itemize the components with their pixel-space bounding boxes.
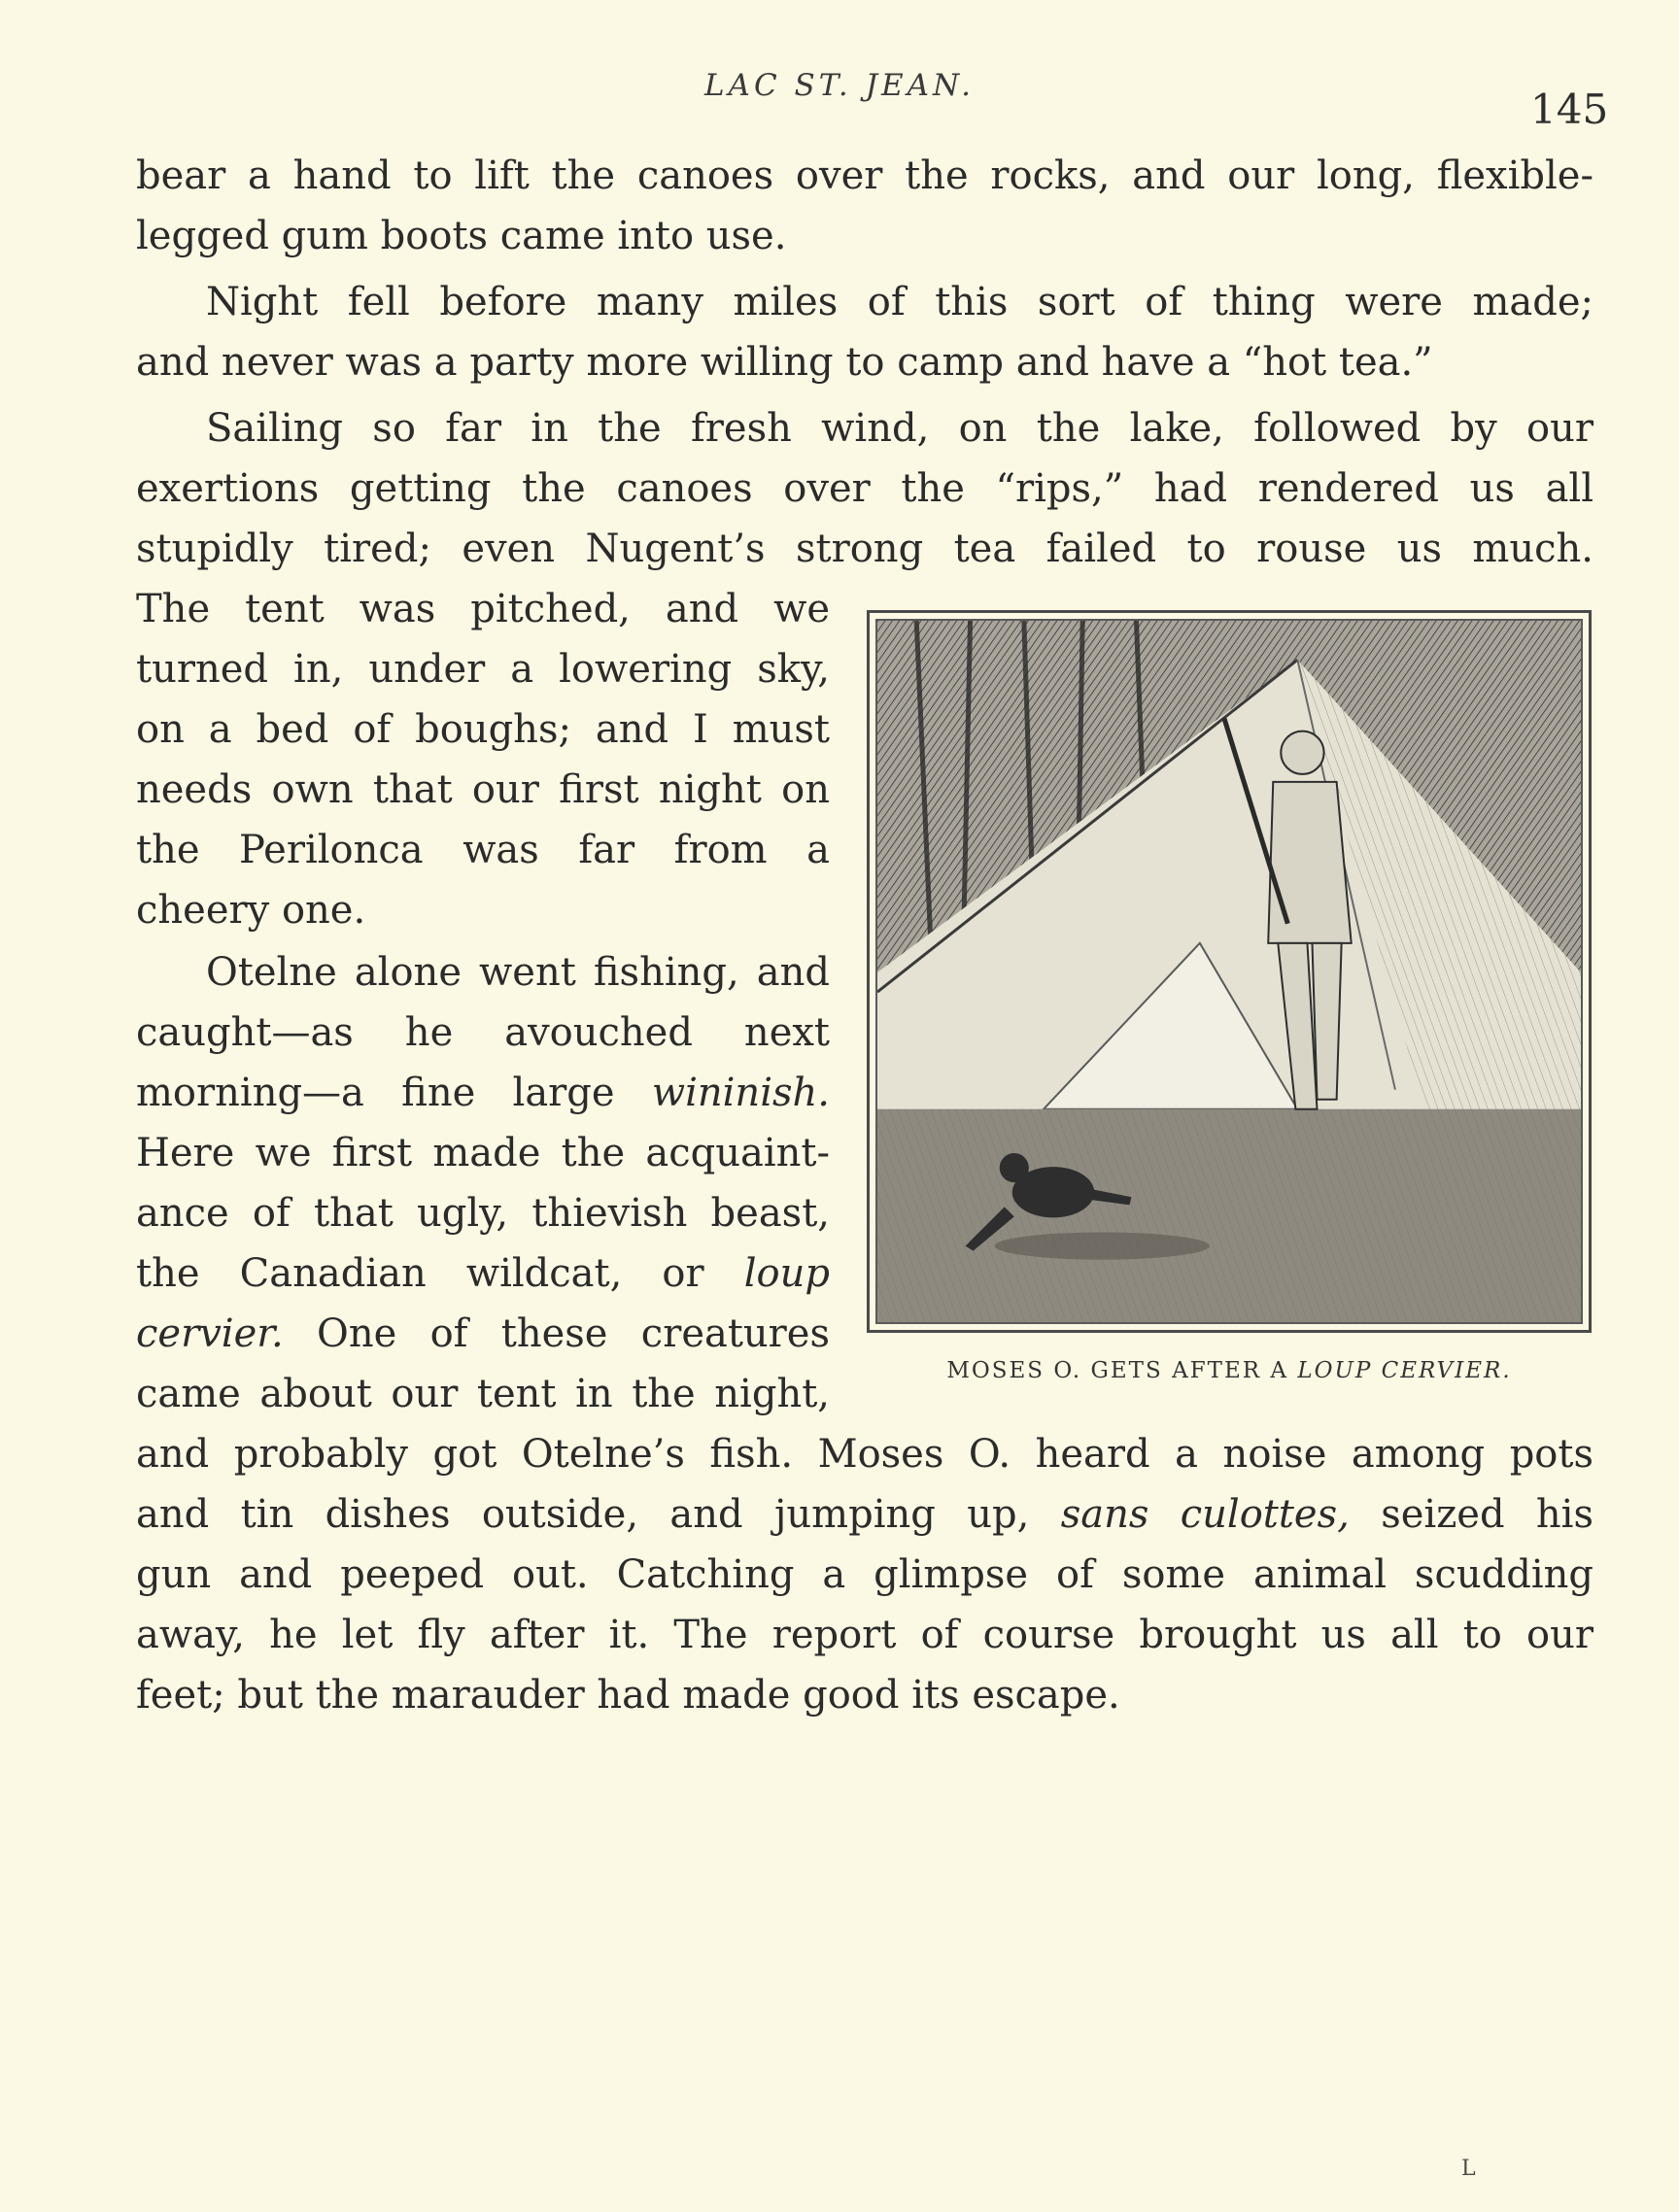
text-line: and probably got Otelne’s fish. Moses O. heard a noise among pots — [136, 1432, 1593, 1477]
text-line: gun and peeped out. Catching a glimpse of some animal scudding — [136, 1552, 1593, 1597]
text-line: Here we first made the acquaint- — [136, 1131, 830, 1175]
text-line — [136, 1063, 830, 1123]
text-line: ance of that ugly, thievish beast, — [136, 1191, 830, 1236]
text-line-roman: seized his — [1349, 1492, 1594, 1537]
text-line: bear a hand to lift the canoes over the rocks, and our long, flexible- — [136, 153, 1593, 198]
text-line: caught—as he avouched next — [136, 1010, 830, 1055]
text-line: came about our tent in the night, — [136, 1372, 830, 1416]
text-line-roman: and tin dishes outside, and jumping up, — [136, 1492, 1061, 1537]
text-line: stupidly tired; even Nugent’s strong tea failed to rouse us much. — [136, 527, 1593, 571]
italic-word: cervier. — [136, 1311, 284, 1356]
text-line: on a bed of boughs; and I must — [136, 707, 830, 752]
text-line — [136, 1304, 830, 1364]
engraving-image — [875, 619, 1583, 1324]
running-head: LAC ST. JEAN. — [703, 68, 976, 103]
text-line: turned in, under a lowering sky, — [136, 647, 830, 692]
text-line: exertions getting the canoes over the “rips,” had rendered us all — [136, 466, 1593, 511]
text-line: Night fell before many miles of this sort of thing were made; — [206, 280, 1593, 324]
text-line: Otelne alone went fishing, and — [206, 950, 830, 995]
text-line: cheery one. — [136, 888, 366, 933]
caption-italic: LOUP CERVIER. — [1297, 1358, 1512, 1383]
signature-mark: L — [1461, 2157, 1476, 2181]
italic-word: sans culottes, — [1060, 1492, 1350, 1537]
text-line: away, he let fly after it. The report of course brought us all to our — [136, 1613, 1593, 1657]
figure-caption — [867, 1358, 1592, 1383]
text-line: the Perilonca was far from a — [136, 828, 830, 872]
text-line-roman: morning—a fine large — [136, 1071, 652, 1115]
text-line: legged gum boots came into use. — [136, 214, 787, 258]
text-line: feet; but the marauder had made good its escape. — [136, 1673, 1120, 1718]
text-line — [136, 1243, 830, 1304]
text-line-roman: the Canadian wildcat, or — [136, 1251, 744, 1296]
text-line: Sailing so far in the fresh wind, on the lake, followed by our — [206, 406, 1593, 451]
italic-word: loup — [743, 1251, 830, 1296]
caption-lead: MOSES O. GETS AFTER A — [946, 1358, 1298, 1383]
text-line: needs own that our first night on — [136, 767, 830, 812]
text-line: and never was a party more willing to camp and have a “hot tea.” — [136, 340, 1433, 385]
tent-scene-illustration — [877, 621, 1581, 1322]
text-line-roman: One of these creatures — [283, 1311, 830, 1356]
text-line: The tent was pitched, and we — [136, 587, 830, 631]
engraving-figure — [867, 610, 1592, 1333]
text-line — [136, 1484, 1593, 1545]
page-number: 145 — [1530, 85, 1609, 133]
italic-word: wininish. — [651, 1071, 830, 1115]
